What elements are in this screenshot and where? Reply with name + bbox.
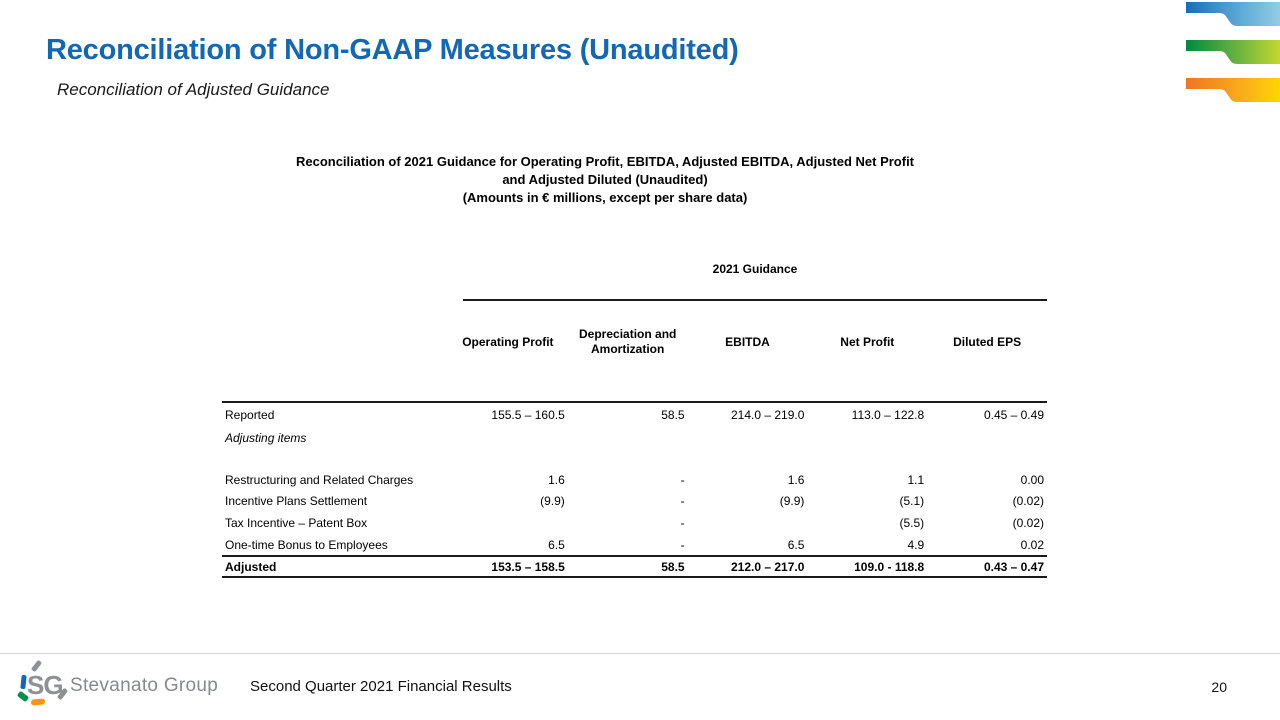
cell-value: 212.0 – 217.0 (730, 559, 805, 574)
table-row-adjusted (222, 557, 1047, 578)
cell-value: 0.43 – 0.47 (983, 559, 1044, 574)
cell-value: (9.9) (540, 493, 565, 508)
footer-caption: Second Quarter 2021 Financial Results (250, 678, 512, 695)
cell-value: - (680, 472, 685, 487)
column-header-operating-profit: Operating Profit (462, 334, 554, 349)
cell-value: 58.5 (661, 559, 685, 574)
cell-value: 1.6 (787, 472, 805, 487)
column-header-net-profit: Net Profit (840, 334, 895, 349)
stripe-orange (1186, 78, 1280, 102)
row-label: Incentive Plans Settlement (225, 493, 368, 508)
cell-value: (0.02) (1012, 515, 1044, 530)
table-row-tax-incentive (222, 511, 1047, 534)
logo-wordmark: Stevanato Group (70, 675, 219, 696)
row-label: Restructuring and Related Charges (225, 472, 414, 487)
page-number: 20 (1211, 679, 1227, 695)
table-row-incentive-plans (222, 490, 1047, 511)
page-title: Reconciliation of Non-GAAP Measures (Unaudited) (46, 34, 739, 66)
table-row-adjusting-items (222, 427, 1047, 449)
table-row-reported (222, 403, 1047, 427)
cell-value: (0.02) (1012, 493, 1044, 508)
stripe-blue (1186, 2, 1280, 26)
cell-value: 0.02 (1020, 537, 1044, 552)
cell-value: - (680, 515, 685, 530)
cell-value: (5.1) (899, 493, 925, 508)
table-row-restructuring (222, 469, 1047, 490)
footer-divider (0, 653, 1280, 654)
cell-value: 214.0 – 219.0 (730, 408, 805, 422)
table-title-line2: and Adjusted Diluted (Unaudited) (502, 172, 708, 187)
table-row-one-time-bonus (222, 534, 1047, 557)
table-title-line1: Reconciliation of 2021 Guidance for Operating Profit, EBITDA, Adjusted EBITDA, Adjusted Net Profit (295, 154, 915, 169)
cell-value: - (680, 537, 685, 552)
cell-value: 6.5 (787, 537, 805, 552)
row-label: One-time Bonus to Employees (225, 537, 388, 552)
table-title-line3: (Amounts in € millions, except per share data) (462, 190, 748, 205)
cell-value: 58.5 (661, 408, 685, 422)
cell-value: 155.5 – 160.5 (491, 408, 565, 422)
logo-sg-monogram: SG (27, 670, 63, 700)
row-label: Tax Incentive – Patent Box (225, 515, 368, 530)
group-header-underline (463, 299, 1047, 301)
cell-value: (9.9) (779, 493, 805, 508)
cell-value: 1.1 (907, 472, 925, 487)
row-label: Adjusted (225, 559, 277, 574)
group-header-2021-guidance: 2021 Guidance (712, 262, 798, 276)
corner-stripes-decoration (1186, 0, 1280, 104)
stripe-green (1186, 40, 1280, 64)
column-header-depreciation-amortization: Depreciation and Amortization (579, 327, 677, 356)
cell-value: 6.5 (548, 537, 565, 552)
cell-value: 1.6 (548, 472, 565, 487)
row-label: Reported (225, 408, 275, 422)
row-label: Adjusting items (225, 431, 307, 445)
cell-value: 153.5 – 158.5 (491, 559, 565, 574)
page-subtitle: Reconciliation of Adjusted Guidance (57, 80, 330, 99)
cell-value: - (680, 493, 685, 508)
column-headers (448, 318, 1047, 366)
cell-value: 0.45 – 0.49 (983, 408, 1044, 422)
cell-value: 109.0 - 118.8 (854, 559, 925, 574)
table-title (222, 153, 988, 207)
cell-value: (5.5) (899, 515, 925, 530)
cell-value: 4.9 (907, 537, 925, 552)
column-header-ebitda: EBITDA (725, 334, 770, 349)
reconciliation-table (222, 401, 1047, 578)
cell-value: 0.00 (1020, 472, 1044, 487)
column-header-diluted-eps: Diluted EPS (953, 334, 1022, 349)
stevanato-group-logo (14, 658, 219, 714)
cell-value: 113.0 – 122.8 (851, 408, 925, 422)
logo-tick-blue-icon (20, 675, 26, 689)
table-row-spacer (222, 449, 1047, 469)
